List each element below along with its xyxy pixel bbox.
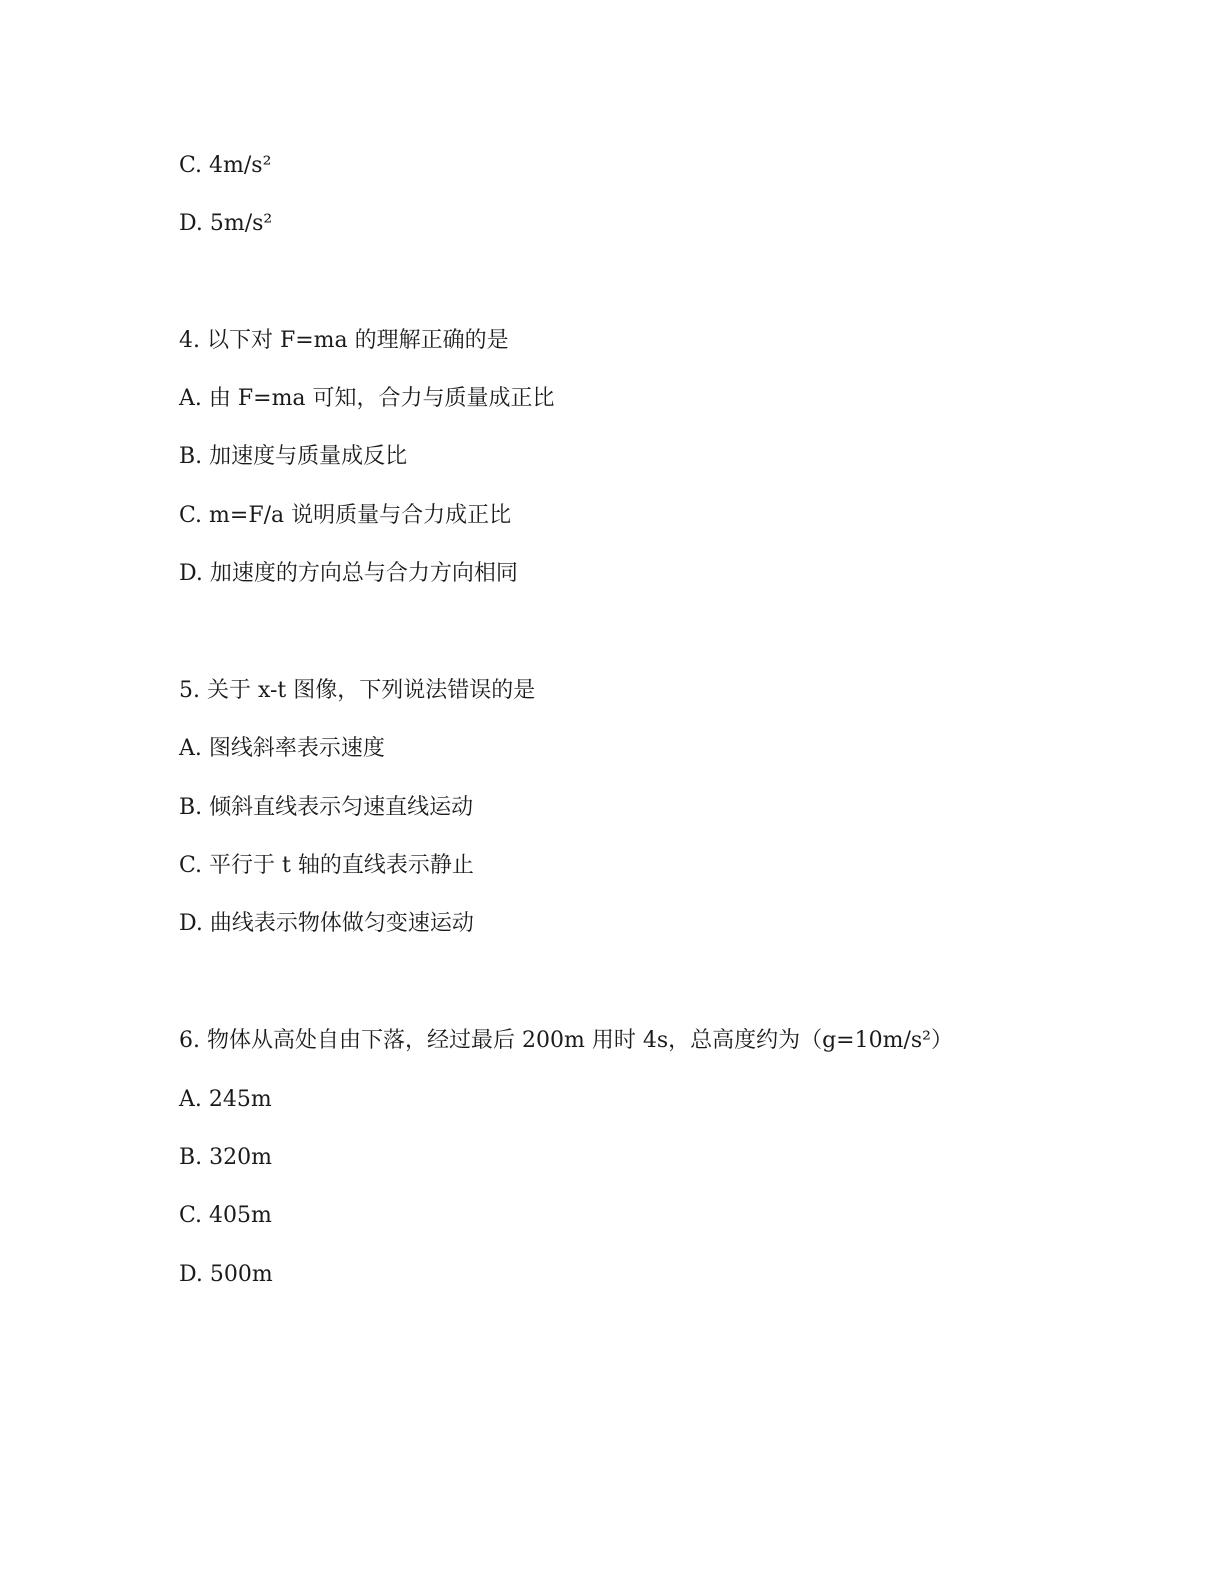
question-4-option-b: B. 加速度与质量成反比 (179, 444, 408, 469)
question-6-option-b: B. 320m (179, 1145, 273, 1170)
question-4-stem: 4. 以下对 F=ma 的理解正确的是 (179, 328, 509, 353)
option-d-prev: D. 5m/s² (179, 211, 273, 236)
question-6-option-a: A. 245m (179, 1087, 272, 1112)
question-6-option-c: C. 405m (179, 1203, 272, 1228)
question-6-option-d: D. 500m (179, 1262, 273, 1287)
question-5-option-b: B. 倾斜直线表示匀速直线运动 (179, 795, 474, 820)
question-5-option-c: C. 平行于 t 轴的直线表示静止 (179, 853, 474, 878)
option-c-prev: C. 4m/s² (179, 153, 272, 178)
question-5-option-d: D. 曲线表示物体做匀变速运动 (179, 911, 474, 936)
question-4-option-d: D. 加速度的方向总与合力方向相同 (179, 561, 518, 586)
question-4-option-c: C. m=F/a 说明质量与合力成正比 (179, 503, 512, 528)
question-4-option-a: A. 由 F=ma 可知，合力与质量成正比 (179, 386, 555, 411)
question-5-option-a: A. 图线斜率表示速度 (179, 736, 385, 761)
question-6-stem: 6. 物体从高处自由下落，经过最后 200m 用时 4s，总高度约为（g=10m/s²） (179, 1028, 953, 1053)
question-5-stem: 5. 关于 x-t 图像，下列说法错误的是 (179, 678, 536, 703)
